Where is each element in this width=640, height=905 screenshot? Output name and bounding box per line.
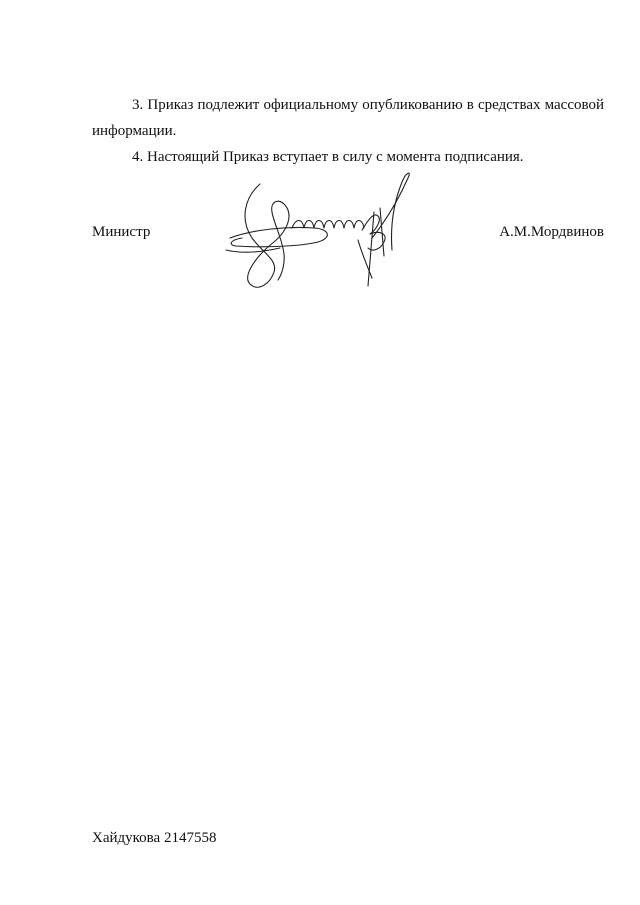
executor-footer: Хайдукова 2147558 [92,830,217,846]
paragraph-4: 4. Настоящий Приказ вступает в силу с момента подписания. [132,149,524,165]
signatory-title: Министр [92,224,151,240]
signatory-name: А.М.Мордвинов [499,224,604,240]
handwritten-signature-icon [222,168,418,300]
paragraph-3: 3. Приказ подлежит официальному опубликованию в средствах массовой информации. [92,97,604,139]
